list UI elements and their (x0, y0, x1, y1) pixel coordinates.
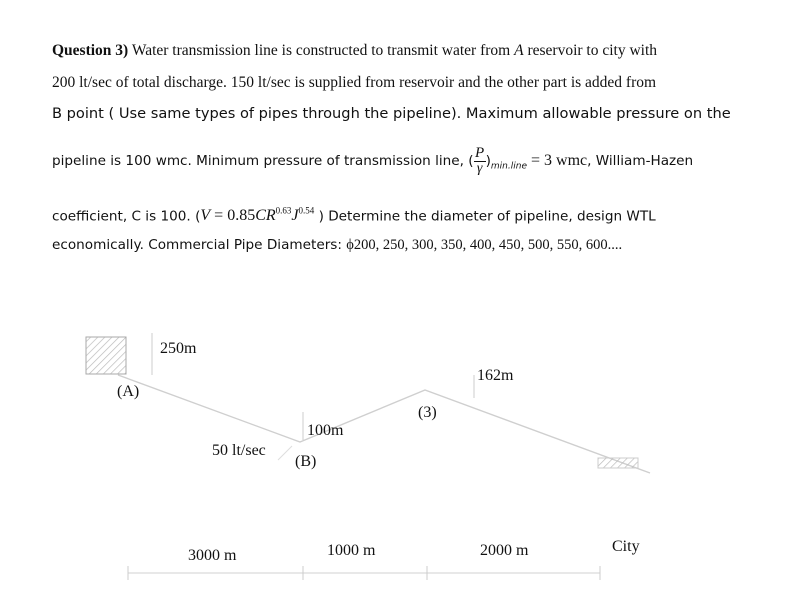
pipe-diameters: ϕ200, 250, 300, 350, 400, 450, 500, 550, 600.... (346, 237, 623, 253)
length-3-label: 2000 m (480, 542, 529, 559)
question-heading: Question 3) (52, 42, 129, 59)
pipeline-profile (118, 375, 650, 473)
reservoir-height-label: 250m (160, 340, 197, 357)
city-label: City (612, 538, 640, 555)
pipeline-diagram (0, 300, 812, 600)
question-line-2: 200 lt/sec of total discharge. 150 lt/sec is supplied from reservoir and the other part is added from (52, 74, 657, 91)
point-3-label: (3) (418, 404, 437, 421)
elev-b-label: 100m (307, 422, 344, 439)
city-block (598, 458, 638, 468)
length-1-label: 3000 m (188, 547, 237, 564)
elev-3-label: 162m (477, 367, 514, 384)
length-2-label: 1000 m (327, 542, 376, 559)
question-line-1: Question 3) Water transmission line is constructed to transmit water from A reservoir to city with (52, 42, 658, 59)
question-line-4: pipeline is 100 wmc. Minimum pressure of transmission line, ( $\frac{P}{\gamma}$ )$_{min.line} = 3$ wmc, William-Hazen (52, 145, 694, 176)
inflow-arrow (278, 446, 292, 460)
reservoir-tank (86, 337, 126, 374)
point-a-label: (A) (117, 383, 140, 400)
hazen-formula: $V = 0.85CR^{0.63}J^{0.54}$ (200, 206, 315, 225)
point-b-label: (B) (295, 453, 317, 470)
inflow-label: 50 lt/sec (212, 442, 266, 459)
question-line-3: B point ( Use same types of pipes through the pipeline). Maximum allowable pressure on the (52, 105, 731, 122)
question-line-5: coefficient, C is 100. ($V = 0.85CR^{0.63}J^{0.54}$ ) Determine the diameter of pipeline, design WTL (52, 206, 656, 225)
question-line-6: economically. Commercial Pipe Diameters: ϕ200, 250, 300, 350, 400, 450, 500, 550, 600.... (52, 237, 623, 253)
pressure-fraction: $\frac{P}{\gamma}$ (475, 145, 485, 176)
